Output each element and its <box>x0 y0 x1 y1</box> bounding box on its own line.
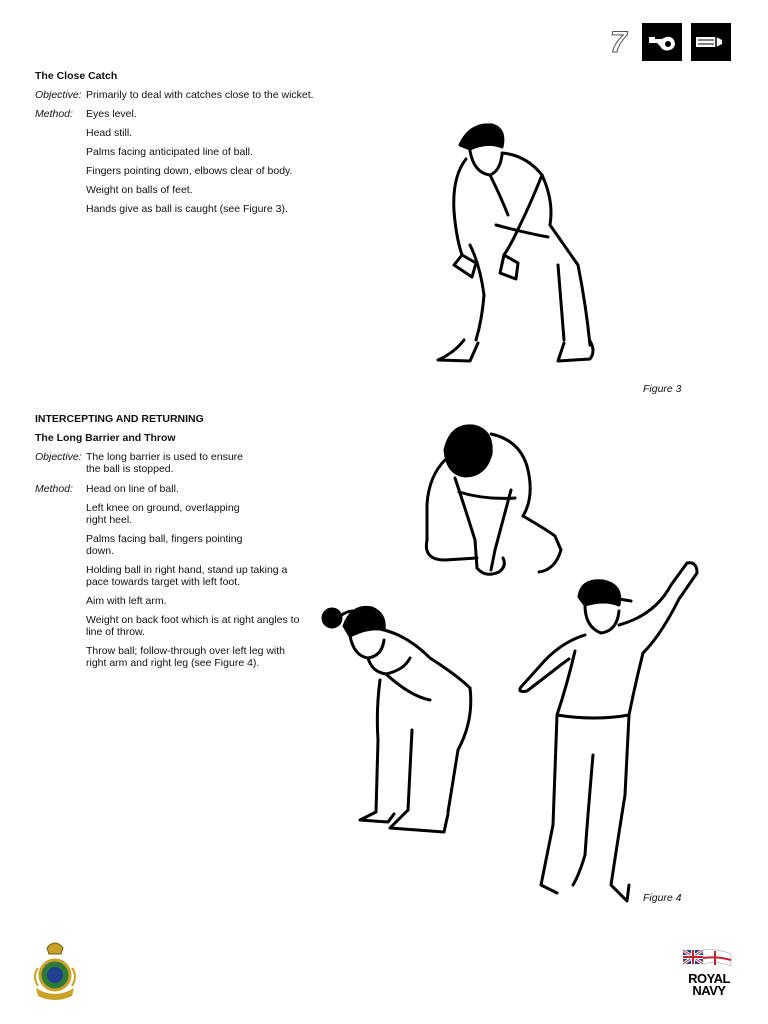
method-item: down. <box>86 545 115 557</box>
figure-4-caption: Figure 4 <box>643 892 682 904</box>
method-item: Left knee on ground, overlapping <box>86 502 240 514</box>
method-item: pace towards target with left foot. <box>86 576 241 588</box>
long-barrier-title: The Long Barrier and Throw <box>35 432 176 444</box>
royal-navy-logo-line: ROYAL <box>688 971 730 986</box>
method-item: Aim with left arm. <box>86 595 167 607</box>
method-item: Head still. <box>86 127 133 139</box>
method-item: Weight on back foot which is at right angles to <box>86 614 300 626</box>
close-catch-title: The Close Catch <box>35 70 118 82</box>
method-item: right heel. <box>86 514 133 526</box>
method-item: right arm and right leg (see Figure 4). <box>86 657 260 669</box>
objective-text: The long barrier is used to ensure <box>86 451 244 463</box>
method-item: Palms facing anticipated line of ball. <box>86 146 253 158</box>
method-item: Hands give as ball is caught (see Figure 3). <box>86 203 288 215</box>
method-item: line of throw. <box>86 626 145 638</box>
objective-label: Objective: <box>35 89 82 101</box>
crouch-throw-illustration <box>320 600 485 845</box>
pencil-icon <box>691 23 731 61</box>
method-item: Weight on balls of feet. <box>86 184 193 196</box>
objective-text: the ball is stopped. <box>86 463 174 475</box>
royal-navy-logo-text <box>683 973 735 997</box>
method-label: Method: <box>35 483 73 495</box>
method-item: Palms facing ball, fingers pointing <box>86 533 243 545</box>
method-item: Head on line of ball. <box>86 483 179 495</box>
royal-navy-logo-line: NAVY <box>692 983 726 998</box>
method-label: Method: <box>35 108 73 120</box>
throw-illustration <box>515 555 705 905</box>
method-item: Eyes level. <box>86 108 137 120</box>
figure-3-caption: Figure 3 <box>643 383 682 395</box>
objective-label: Objective: <box>35 451 82 463</box>
method-item: Fingers pointing down, elbows clear of body. <box>86 165 293 177</box>
method-item: Throw ball; follow-through over left leg with <box>86 645 286 657</box>
method-item: Holding ball in right hand, stand up taking a <box>86 564 288 576</box>
page-number: 7 <box>610 26 627 59</box>
whistle-icon <box>642 23 682 61</box>
close-catch-illustration <box>430 115 610 370</box>
royal-marines-crest-icon <box>30 938 80 1002</box>
objective-text: Primarily to deal with catches close to the wicket. <box>86 89 314 101</box>
section-title: INTERCEPTING AND RETURNING <box>35 413 204 425</box>
